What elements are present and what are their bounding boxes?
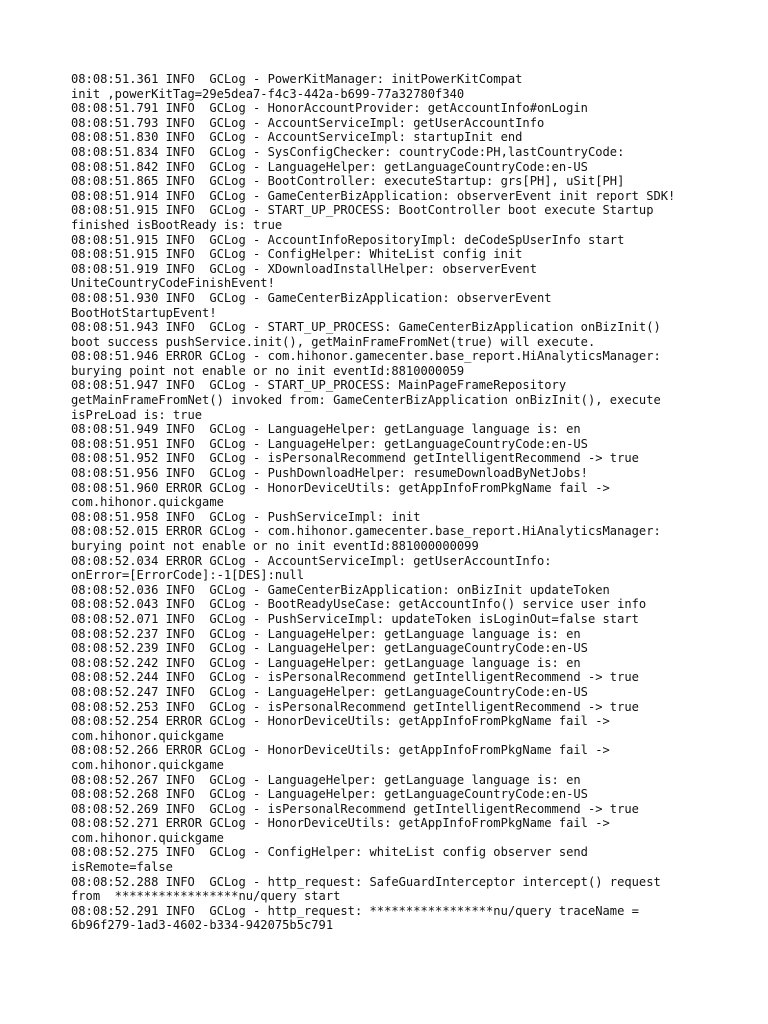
log-line: 08:08:52.288 INFO GCLog - http_request: SafeGuardInterceptor intercept() request — [71, 874, 661, 889]
log-line: 08:08:51.791 INFO GCLog - HonorAccountProvider: getAccountInfo#onLogin — [71, 101, 588, 116]
log-line: 08:08:51.946 ERROR GCLog - com.hihonor.gamecenter.base_report.HiAnalyticsManager: — [71, 349, 661, 364]
log-line: 08:08:51.793 INFO GCLog - AccountServiceImpl: getUserAccountInfo — [71, 115, 545, 130]
log-document — [71, 72, 761, 933]
log-line: 08:08:52.267 INFO GCLog - LanguageHelper: getLanguage language is: en — [71, 772, 581, 787]
log-line: 08:08:52.043 INFO GCLog - BootReadyUseCase: getAccountInfo() service user info — [71, 597, 647, 612]
log-line: com.hihonor.quickgame — [71, 728, 224, 743]
log-line: 08:08:51.947 INFO GCLog - START_UP_PROCESS: MainPageFrameRepository — [71, 378, 567, 393]
log-line: 08:08:52.239 INFO GCLog - LanguageHelper: getLanguageCountryCode:en-US — [71, 641, 588, 656]
log-line: 08:08:52.275 INFO GCLog - ConfigHelper: whiteList config observer send — [71, 845, 588, 860]
log-line: 08:08:52.242 INFO GCLog - LanguageHelper: getLanguage language is: en — [71, 655, 581, 670]
log-line: burying point not enable or no init eventId:8810000059 — [71, 363, 465, 378]
log-line: 08:08:51.956 INFO GCLog - PushDownloadHelper: resumeDownloadByNetJobs! — [71, 466, 588, 481]
log-line: init ,powerKitTag=29e5dea7-f4c3-442a-b699-77a32780f340 — [71, 86, 465, 101]
log-line: com.hihonor.quickgame — [71, 757, 224, 772]
log-line: 08:08:51.914 INFO GCLog - GameCenterBizApplication: observerEvent init report SDK! — [71, 188, 676, 203]
log-line: BootHotStartupEvent! — [71, 305, 217, 320]
log-line: com.hihonor.quickgame — [71, 830, 224, 845]
log-line: 08:08:51.865 INFO GCLog - BootController: executeStartup: grs[PH], uSit[PH] — [71, 174, 625, 189]
log-line: 08:08:52.071 INFO GCLog - PushServiceImpl: updateToken isLoginOut=false start — [71, 611, 639, 626]
log-line: 08:08:51.943 INFO GCLog - START_UP_PROCESS: GameCenterBizApplication onBizInit() — [71, 320, 661, 335]
log-line: 08:08:51.919 INFO GCLog - XDownloadInstallHelper: observerEvent — [71, 261, 537, 276]
log-line: 08:08:51.951 INFO GCLog - LanguageHelper: getLanguageCountryCode:en-US — [71, 436, 588, 451]
log-line: 08:08:52.268 INFO GCLog - LanguageHelper: getLanguageCountryCode:en-US — [71, 787, 588, 802]
log-line: 08:08:51.930 INFO GCLog - GameCenterBizApplication: observerEvent — [71, 290, 552, 305]
log-line: 08:08:52.036 INFO GCLog - GameCenterBizApplication: onBizInit updateToken — [71, 582, 610, 597]
log-line: isPreLoad is: true — [71, 407, 203, 422]
log-line: 08:08:51.834 INFO GCLog - SysConfigChecker: countryCode:PH,lastCountryCode: — [71, 144, 625, 159]
log-line: 08:08:52.237 INFO GCLog - LanguageHelper: getLanguage language is: en — [71, 626, 581, 641]
log-line: isRemote=false — [71, 860, 173, 875]
log-line: 08:08:51.842 INFO GCLog - LanguageHelper: getLanguageCountryCode:en-US — [71, 159, 588, 174]
log-line: 08:08:51.830 INFO GCLog - AccountServiceImpl: startupInit end — [71, 130, 523, 145]
log-line: 08:08:52.244 INFO GCLog - isPersonalRecommend getIntelligentRecommend -> true — [71, 670, 639, 685]
log-line: 08:08:52.253 INFO GCLog - isPersonalRecommend getIntelligentRecommend -> true — [71, 699, 639, 714]
log-line: 08:08:52.015 ERROR GCLog - com.hihonor.gamecenter.base_report.HiAnalyticsManager: — [71, 524, 661, 539]
log-line: 08:08:52.034 ERROR GCLog - AccountServiceImpl: getUserAccountInfo: — [71, 553, 552, 568]
log-line: 6b96f279-1ad3-4602-b334-942075b5c791 — [71, 918, 334, 933]
log-line: 08:08:51.958 INFO GCLog - PushServiceImpl: init — [71, 509, 421, 524]
log-line: 08:08:51.915 INFO GCLog - START_UP_PROCESS: BootController boot execute Startup — [71, 203, 654, 218]
log-line: onError=[ErrorCode]:-1[DES]:null — [71, 568, 304, 583]
log-line: 08:08:51.960 ERROR GCLog - HonorDeviceUtils: getAppInfoFromPkgName fail -> — [71, 480, 610, 495]
log-line: UniteCountryCodeFinishEvent! — [71, 276, 275, 291]
log-line: com.hihonor.quickgame — [71, 495, 224, 510]
log-line: 08:08:51.949 INFO GCLog - LanguageHelper: getLanguage language is: en — [71, 422, 581, 437]
log-line: getMainFrameFromNet() invoked from: GameCenterBizApplication onBizInit(), execute — [71, 393, 661, 408]
log-line: 08:08:51.915 INFO GCLog - ConfigHelper: WhiteList config init — [71, 247, 523, 262]
log-line: finished isBootReady is: true — [71, 217, 283, 232]
log-line: burying point not enable or no init eventId:881000000099 — [71, 539, 479, 553]
log-line: from *****************nu/query start — [71, 889, 341, 904]
log-line: 08:08:51.915 INFO GCLog - AccountInfoRepositoryImpl: deCodeSpUserInfo start — [71, 232, 625, 247]
log-line: boot success pushService.init(), getMainFrameFromNet(true) will execute. — [71, 334, 596, 349]
log-line: 08:08:52.247 INFO GCLog - LanguageHelper: getLanguageCountryCode:en-US — [71, 684, 588, 699]
log-line: 08:08:51.361 INFO GCLog - PowerKitManager: initPowerKitCompat — [71, 72, 523, 86]
log-line: 08:08:52.269 INFO GCLog - isPersonalRecommend getIntelligentRecommend -> true — [71, 801, 639, 816]
log-line: 08:08:52.271 ERROR GCLog - HonorDeviceUtils: getAppInfoFromPkgName fail -> — [71, 816, 610, 831]
log-line: 08:08:52.254 ERROR GCLog - HonorDeviceUtils: getAppInfoFromPkgName fail -> — [71, 714, 610, 729]
log-line: 08:08:52.291 INFO GCLog - http_request: *****************nu/query traceName = — [71, 903, 639, 918]
log-line: 08:08:51.952 INFO GCLog - isPersonalRecommend getIntelligentRecommend -> true — [71, 451, 639, 466]
log-line: 08:08:52.266 ERROR GCLog - HonorDeviceUtils: getAppInfoFromPkgName fail -> — [71, 743, 610, 758]
